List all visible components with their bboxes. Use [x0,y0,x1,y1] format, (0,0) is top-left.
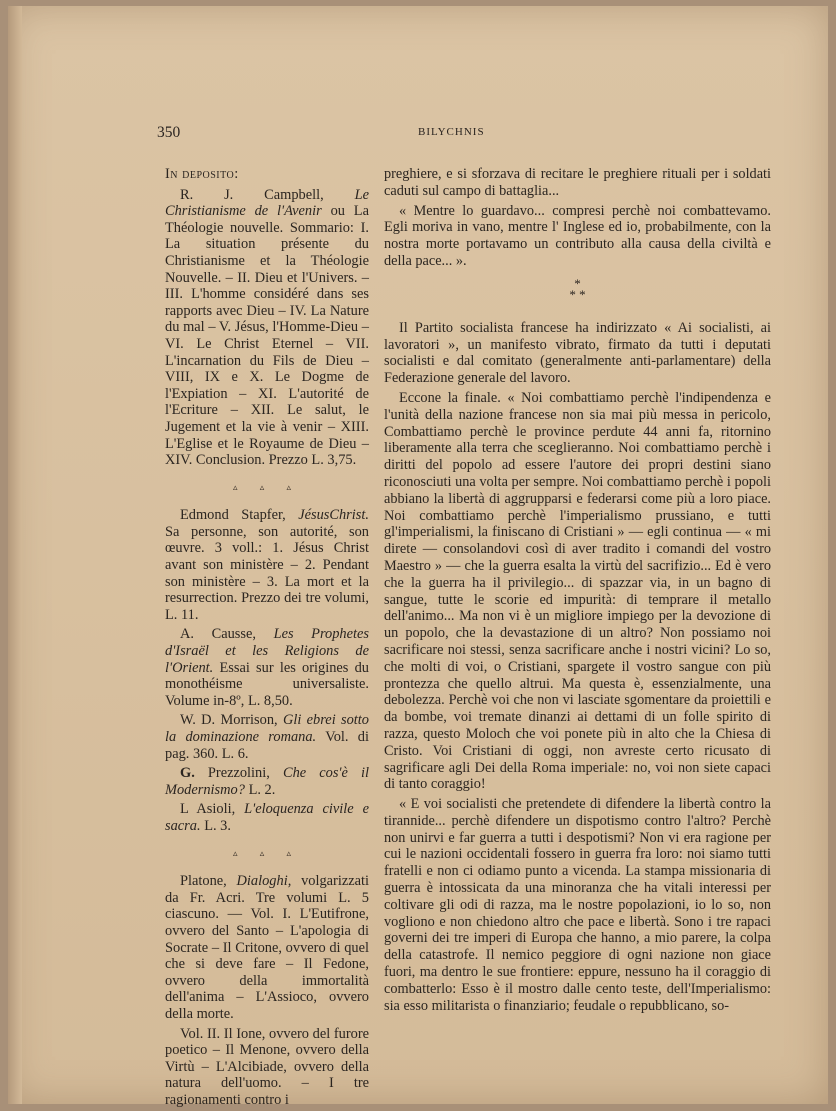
paragraph: preghiere, e si sforzava di recitare le preghiere rituali per i soldati caduti sul campo di battaglia... [384,166,771,199]
book-page [8,6,828,1108]
section-separator: ▵ ▵ ▵ [232,847,302,858]
entry-morrison: W. D. Morrison, Gli ebrei sotto la dominazione romana. Vol. di pag. 360. L. 6. [165,712,369,762]
page-edge [8,6,22,1104]
entry-campbell: R. J. Campbell, Le Christianisme de l'Avenir ou La Théologie nouvelle. Sommario: I. La situation présente du Christianisme et la Théologie Nouvelle. – II. Dieu et l'Univers. – III. L'homme considéré dans ses rapports avec Dieu – IV. La Nature du mal – V. Jésus, l'Homme-Dieu – VI. Le Christ Eternel – VII. L'incarnation du Fils de Dieu – VIII, IX e X. Le Dogme de l'Expiation – XI. L'autorité de l'Ecriture – XII. Le salut, le Jugement et la vie à venir – XIII. L'Eglise et le Royaume de Dieu – XIV. Conclusion. Prezzo L. 3,75. [165,186,369,469]
paragraph: « E voi socialisti che pretendete di difendere la libertà contro la tirannide... perchè difendere un dispotismo contro l'altro? Perchè non unirvi e far guerra a tutti i despotismi? Non vi era ragione per cui le nazioni occidentali fossero in guerra fra loro: noi siamo tutti fratelli e non ci odiamo punto a vicenda. La stampa missionaria di guerra è intossicata da una minoranza che ha vitali interessi per coltivare gli odi di razza, ma le nostre popolazioni, io lo so, non vogliono e non chiedono altro che pace e libertà. Sono i tre rapaci governi dei tre imperi di Europa che hanno, a mio parere, la colpa della catastrofe. Il nemico peggiore di ogni nazione non giace fuori, ma dentro le sue frontiere: eppure, nessuno ha il coraggio di combatterlo: Esso è il mostro dalle cento teste, dell'Imperialismo: sia esso militarista o finanziario; feudale o repubblicano, so- [384,796,771,1014]
section-separator: ▵ ▵ ▵ [232,481,302,492]
entry-causse: A. Causse, Les Prophetes d'Israël et les Religions de l'Orient. Essai sur les origines du monothéisme universaliste. Volume in-8º, L. 8,50. [165,626,369,709]
entry-platone-vol2: Vol. II. Il Ione, ovvero del furore poetico – Il Menone, ovvero della Virtù – L'Alcibiade, ovvero della natura dell'uomo. – I tre ragionamenti contro i [165,1025,369,1108]
page-number: 350 [157,124,181,141]
left-column [165,166,369,1111]
section-heading: In deposito: [165,166,239,182]
entry-prezzolini: G. Prezzolini, Che cos'è il Modernismo? L. 2. [165,765,369,798]
running-title: BILYCHNIS [418,126,485,138]
paragraph: Eccone la finale. « Noi combattiamo perchè l'indipendenza e l'unità della nazione francese non sia mai più messa in pericolo, Combattiamo perchè le province perdute 44 anni fa, ritornino liberamente alla terra che sceglieranno. Noi combattiamo perchè i diritti del popolo ad essere l'autore dei propri destini siano riconosciuti una volta per sempre. Noi combattiamo perchè i popoli abbiano la libertà di aggrupparsi e federarsi come più a loro piace. Noi combattiamo perchè l'imperialismo prussiano, e tutti gl'imperialismi, la finiscano di Cristiani » — egli continua — « mi direte — consolandovi così di aver tradito i comandi del vostro Maestro » — che la guerra esalta la virtù del sacrifizio... Ed è vero che la guerra ha il privilegio... di spazzar via, in un bagno di sangue, tutte le scorie ed impurità: di temprare il metallo dell'animo... Ma non vi è un migliore impiego per la devozione di un popolo, che la devastazione di un altro? Non possiamo noi sacrificare noi stessi, senza sacrificare anche i nostri vicini? Lo so, che molti di voi, o Cristiani, spargete il vostro sangue con più prontezza che quello altrui. Ma questa è, essenzialmente, una debolezza. Perchè voi che non vi lasciate sgomentare da proiettili e da bombe, voi tremate dinanzi ai dettami di un folle spirito di razza, questo Moloch che voi ponete più in alto che la Chiesa di Cristo. Voi Cristiani di oggi, non avreste certo ricusato di sagrificare agli Dei della Roma imperiale: no, voi non siete capaci di tanto coraggio! [384,389,771,793]
paragraph: « Mentre lo guardavo... compresi perchè noi combattevamo. Egli moriva in vano, mentre l' Inglese ed io, probabilmente, con la nostra morte portavamo un contributo alla causa della civiltà e della pace... ». [384,202,771,269]
right-column [384,166,771,1017]
running-header [8,124,828,144]
asterism-separator: * * * [569,275,586,302]
entry-platone: Platone, Dialoghi, volgarizzati da Fr. Acri. Tre volumi L. 5 ciascuno. — Vol. I. L'Eutifrone, ovvero del Santo – L'apologia di Socrate – Il Critone, ovvero di quel che si deve fare – Il Fedone, ovvero della immortalità dell'anima – L'Assioco, ovvero della morte. [165,873,369,1022]
entry-asioli: L Asioli, L'eloquenza civile e sacra. L. 3. [165,801,369,834]
entry-stapfer: Edmond Stapfer, JésusChrist. Sa personne, son autorité, son œuvre. 3 voll.: 1. Jésus Christ avant son ministère – 2. Pendant son ministère – 3. La mort et la resurrection. Prezzo dei tre volumi, L. 11. [165,507,369,623]
paragraph: Il Partito socialista francese ha indirizzato « Ai socialisti, ai lavoratori », un manifesto vibrato, firmato da tutti i deputati socialisti e dal comitato (generalmente anti-parlamentare) della Federazione generale del lavoro. [384,319,771,387]
